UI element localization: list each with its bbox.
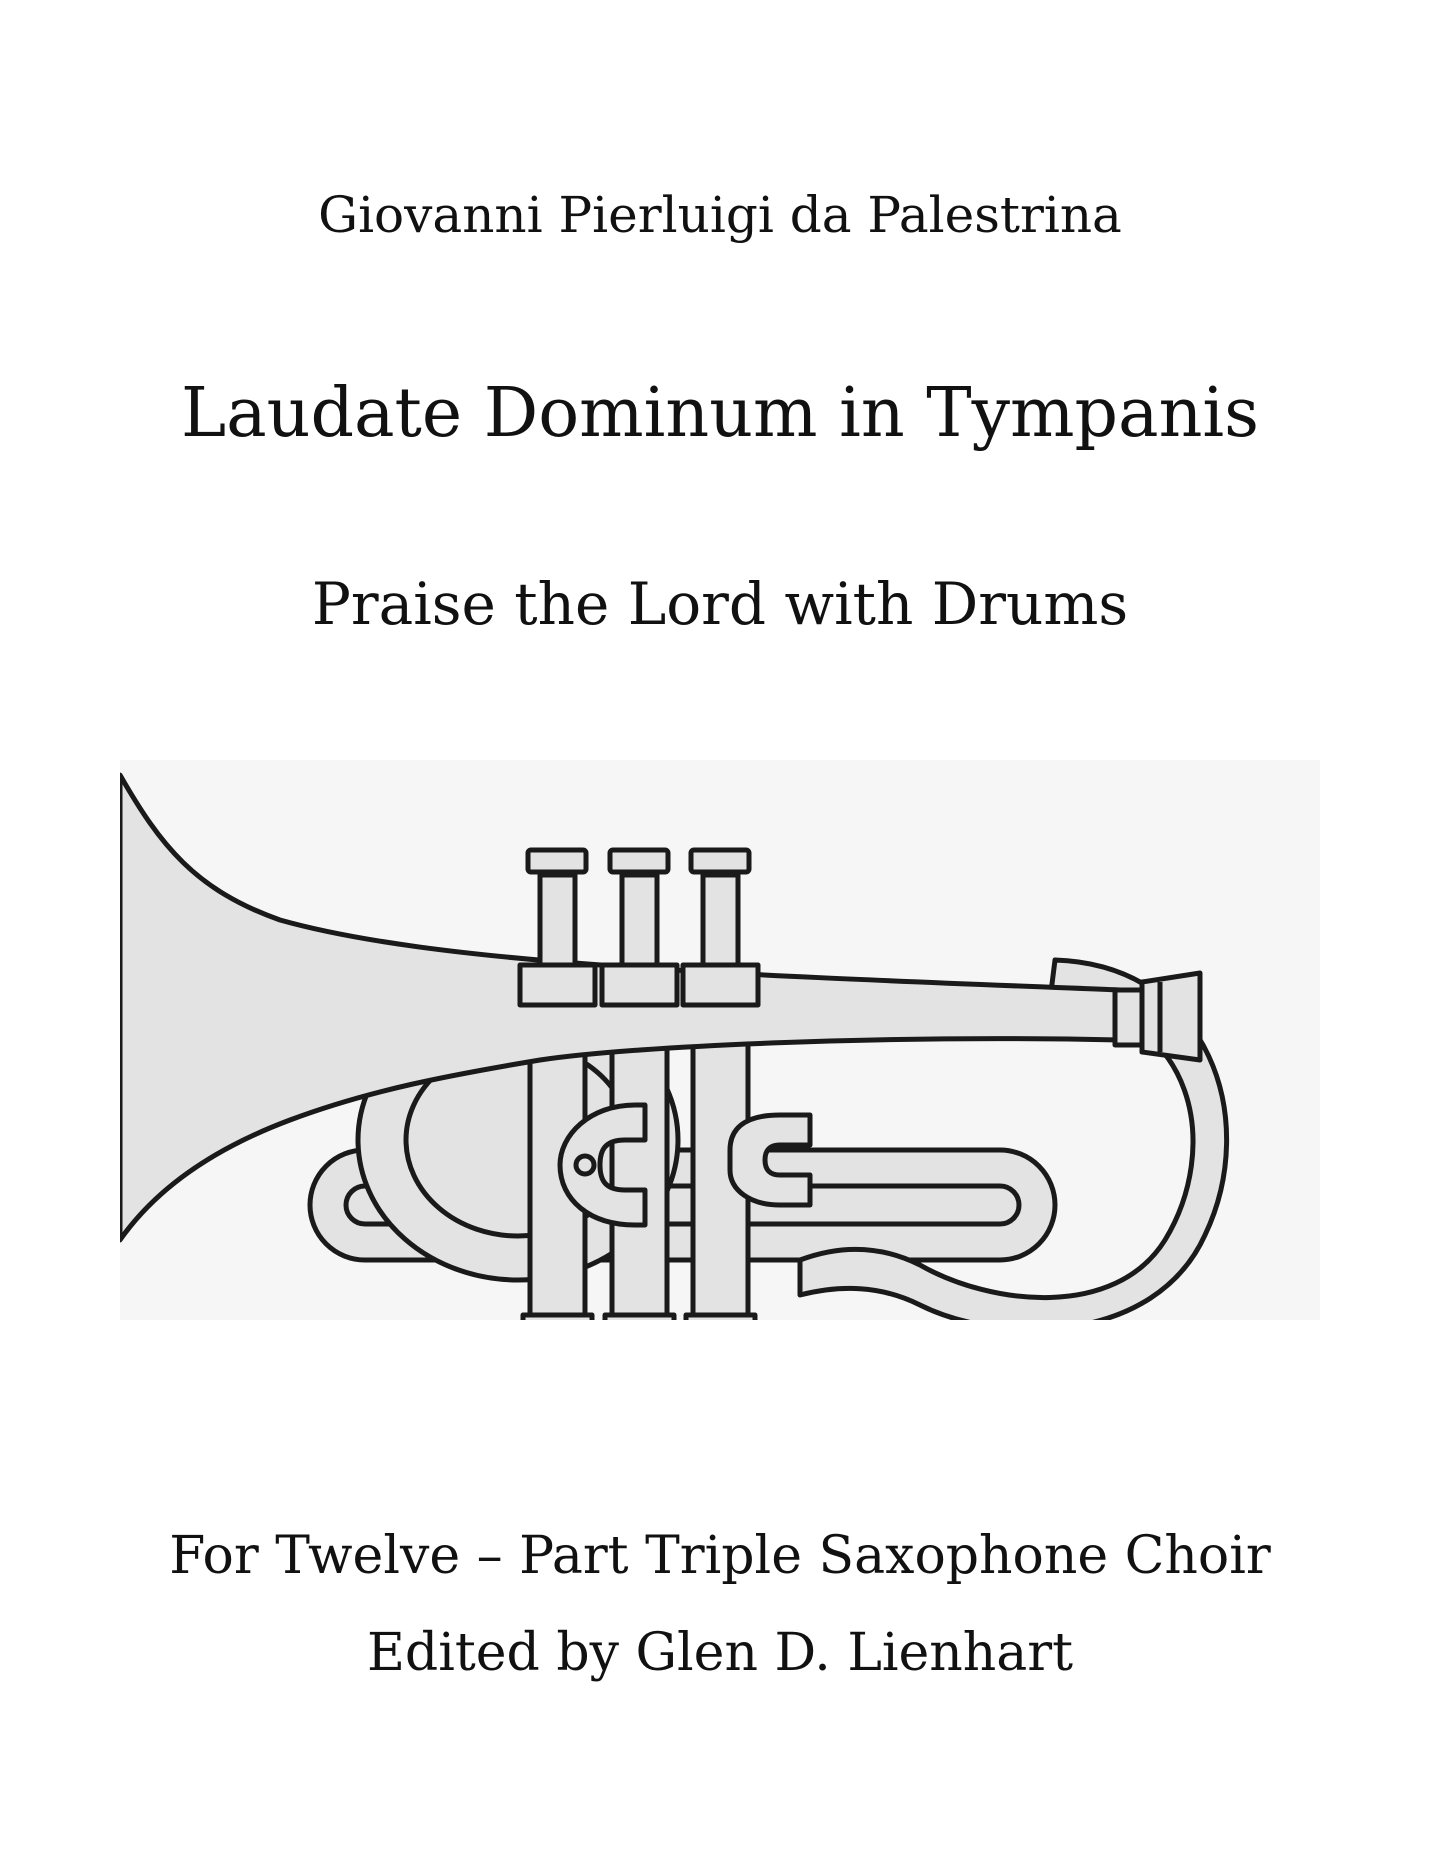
trumpet-illustration	[120, 760, 1320, 1320]
page-subtitle: Praise the Lord with Drums	[311, 570, 1129, 638]
instrumentation-line: For Twelve – Part Triple Saxophone Choir	[169, 1526, 1271, 1586]
composer-name: Giovanni Pierluigi da Palestrina	[318, 186, 1122, 244]
page-title: Laudate Dominum in Tympanis	[180, 374, 1260, 453]
editor-credit: Edited by Glen D. Lienhart	[366, 1623, 1074, 1683]
trumpet-icon	[120, 760, 1320, 1320]
